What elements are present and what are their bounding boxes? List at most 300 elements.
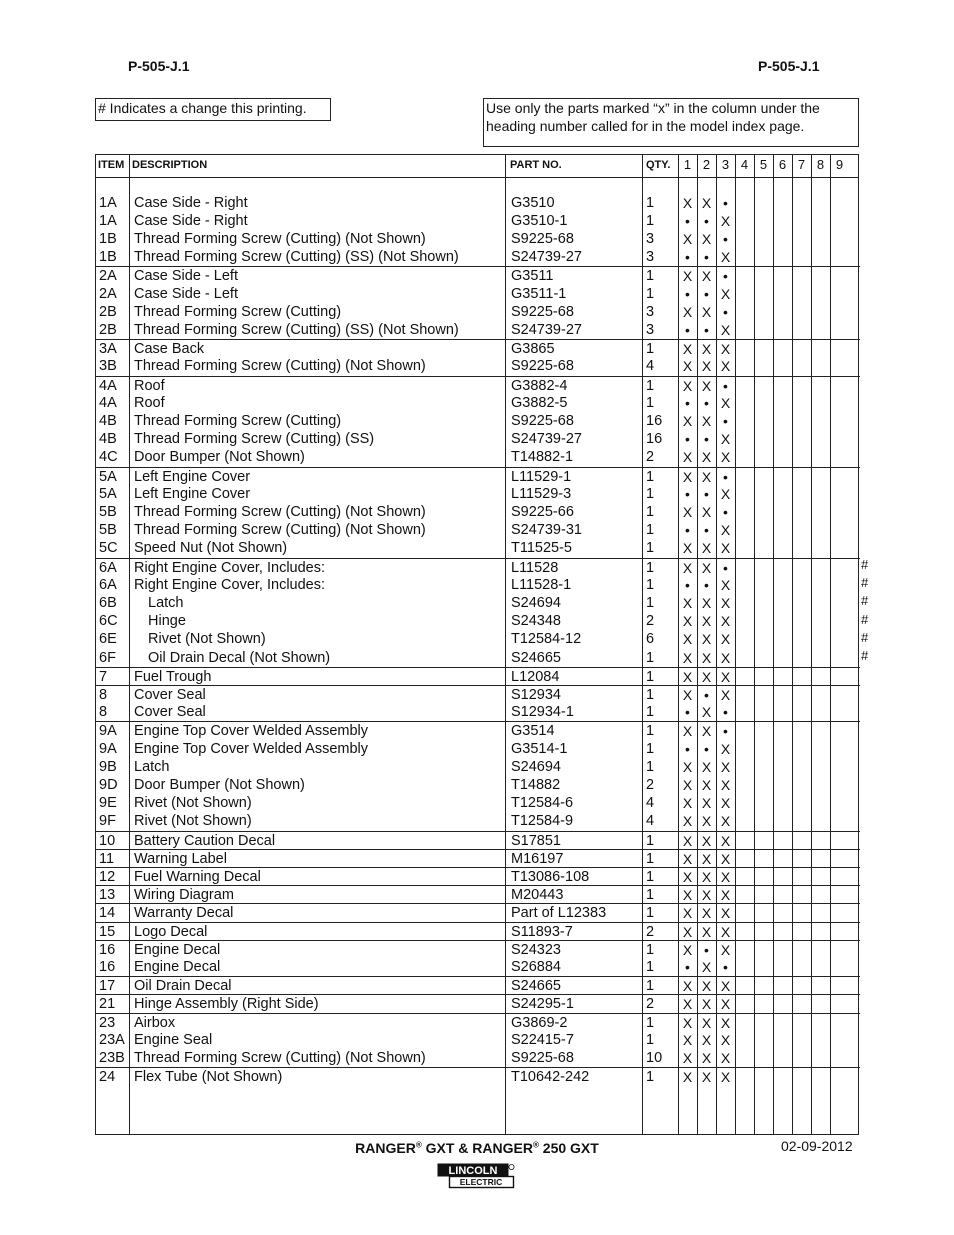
description-cell: Thread Forming Screw (Cutting) (Not Shown) <box>134 230 426 247</box>
model-1-mark: • <box>685 740 690 757</box>
model-2-mark: • <box>704 740 709 757</box>
col-header-model-2: 2 <box>702 157 711 172</box>
description-cell: Airbox <box>134 1014 176 1031</box>
model-2-mark: X <box>701 868 712 885</box>
description-cell: Warranty Decal <box>134 905 234 922</box>
model-2-mark: X <box>701 230 712 247</box>
model-3-mark: • <box>723 559 728 576</box>
part-number-cell: S9225-68 <box>511 358 574 375</box>
quantity-cell: 2 <box>646 923 655 940</box>
quantity-cell: 1 <box>646 905 655 922</box>
model-1-mark: • <box>685 431 690 448</box>
part-number-cell: G3882-5 <box>511 394 568 411</box>
part-number-cell: T12584-6 <box>511 795 574 812</box>
description-cell: Door Bumper (Not Shown) <box>134 776 305 793</box>
item-cell: 2B <box>99 303 117 320</box>
col-header-model-8: 8 <box>816 157 825 172</box>
quantity-cell: 1 <box>646 522 655 539</box>
part-number-cell: S24739-27 <box>511 321 582 338</box>
col-header-qty: QTY. <box>646 159 671 171</box>
item-cell: 4A <box>99 394 117 411</box>
model-2-mark: X <box>701 412 712 429</box>
table-row <box>96 867 860 886</box>
table-row <box>96 922 860 941</box>
description-cell: Fuel Trough <box>134 668 212 685</box>
item-cell: 14 <box>99 905 116 922</box>
model-3-mark: X <box>720 923 731 940</box>
table-row <box>96 1049 860 1067</box>
item-cell: 5A <box>99 468 117 485</box>
table-row <box>96 685 860 704</box>
description-cell: Thread Forming Screw (Cutting) (Not Shown) <box>134 522 426 539</box>
item-cell: 7 <box>99 668 108 685</box>
model-3-mark: X <box>720 613 731 630</box>
model-1-mark: • <box>685 285 690 302</box>
col-header-model-6: 6 <box>778 157 787 172</box>
model-3-mark: X <box>720 540 731 557</box>
model-2-mark: X <box>701 613 712 630</box>
description-cell: Right Engine Cover, Includes: <box>134 576 326 593</box>
part-number-cell: M20443 <box>511 887 564 904</box>
part-number-cell: L11528 <box>511 559 559 576</box>
quantity-cell: 4 <box>646 358 655 375</box>
model-3-mark: X <box>720 758 731 775</box>
model-2-mark: X <box>701 1014 712 1031</box>
model-2-mark: X <box>701 268 712 285</box>
quantity-cell: 1 <box>646 686 655 703</box>
model-3-mark: • <box>723 303 728 320</box>
col-header-model-3: 3 <box>721 157 730 172</box>
model-1-mark: X <box>682 758 693 775</box>
description-cell: Thread Forming Screw (Cutting) <box>134 303 342 320</box>
table-row <box>96 503 860 521</box>
col-header-description: DESCRIPTION <box>132 159 208 171</box>
model-2-mark: • <box>704 522 709 539</box>
table-row <box>96 448 860 466</box>
change-mark: # <box>861 629 869 645</box>
item-cell: 8 <box>99 704 108 721</box>
model-2-mark: X <box>701 795 712 812</box>
model-3-mark: • <box>723 958 728 975</box>
model-2-mark: X <box>701 1049 712 1066</box>
model-1-mark: X <box>682 268 693 285</box>
table-row <box>96 339 860 358</box>
model-3-mark: X <box>720 740 731 757</box>
item-cell: 5B <box>99 503 117 520</box>
model-1-mark: X <box>682 1014 693 1031</box>
part-number-cell: T11525-5 <box>511 540 572 557</box>
change-mark: # <box>861 648 869 664</box>
description-cell: Thread Forming Screw (Cutting) (Not Shown) <box>134 358 426 375</box>
part-number-cell: S24739-27 <box>511 431 582 448</box>
model-2-mark: X <box>701 540 712 557</box>
model-3-mark: X <box>720 1049 731 1066</box>
description-cell: Engine Top Cover Welded Assembly <box>134 740 369 757</box>
model-2-mark: X <box>701 377 712 394</box>
table-row <box>96 776 860 794</box>
table-row <box>96 1031 860 1049</box>
logo-bottom-text: ELECTRIC <box>459 1177 503 1187</box>
model-3-mark: X <box>720 996 731 1013</box>
model-1-mark: • <box>685 958 690 975</box>
model-1-mark: • <box>685 394 690 411</box>
description-cell: Oil Drain Decal <box>134 978 232 995</box>
quantity-cell: 1 <box>646 576 655 593</box>
model-3-mark: X <box>720 832 731 849</box>
table-row <box>96 539 860 557</box>
model-3-mark: X <box>720 594 731 611</box>
quantity-cell: 1 <box>646 540 655 557</box>
part-number-cell: M16197 <box>511 850 564 867</box>
item-cell: 3A <box>99 341 117 358</box>
table-row <box>96 194 860 212</box>
quantity-cell: 2 <box>646 449 655 466</box>
part-number-cell: S11893-7 <box>511 923 573 940</box>
model-2-mark: • <box>704 212 709 229</box>
model-1-mark: X <box>682 723 693 740</box>
quantity-cell: 1 <box>646 958 655 975</box>
part-number-cell: S17851 <box>511 832 561 849</box>
col-header-model-7: 7 <box>797 157 806 172</box>
model-3-mark: • <box>723 377 728 394</box>
part-number-cell: S24323 <box>511 941 561 958</box>
change-mark: # <box>861 575 869 591</box>
model-3-mark: X <box>720 431 731 448</box>
part-number-cell: L11529-3 <box>511 485 572 502</box>
table-row <box>96 266 860 285</box>
model-1-mark: X <box>682 194 693 211</box>
table-row <box>96 758 860 776</box>
table-row <box>96 885 860 904</box>
description-cell: Rivet (Not Shown) <box>134 795 252 812</box>
item-cell: 8 <box>99 686 108 703</box>
part-number-cell: S24295-1 <box>511 996 574 1013</box>
model-1-mark: X <box>682 613 693 630</box>
part-number-cell: G3865 <box>511 341 555 358</box>
description-cell: Hinge <box>148 613 186 630</box>
item-cell: 21 <box>99 996 116 1013</box>
part-number-cell: S9225-68 <box>511 412 574 429</box>
item-cell: 2A <box>99 285 117 302</box>
description-cell: Oil Drain Decal (Not Shown) <box>148 649 331 666</box>
quantity-cell: 16 <box>646 431 663 448</box>
item-cell: 9F <box>99 813 116 830</box>
footer-model-a: RANGER <box>355 1140 416 1156</box>
model-2-mark: • <box>704 249 709 266</box>
item-cell: 11 <box>99 850 115 867</box>
model-1-mark: X <box>682 594 693 611</box>
model-1-mark: X <box>682 813 693 830</box>
model-3-mark: • <box>723 704 728 721</box>
part-number-cell: G3511-1 <box>511 285 567 302</box>
model-2-mark: X <box>701 449 712 466</box>
change-mark: # <box>861 611 869 627</box>
model-2-mark: X <box>701 631 712 648</box>
item-cell: 9B <box>99 758 117 775</box>
model-2-mark: X <box>701 723 712 740</box>
description-cell: Latch <box>134 758 170 775</box>
model-2-mark: X <box>701 813 712 830</box>
item-cell: 2B <box>99 321 117 338</box>
col-header-model-1: 1 <box>683 157 692 172</box>
logo-top-text: LINCOLN <box>448 1165 498 1177</box>
part-number-cell: Part of L12383 <box>511 905 607 922</box>
part-number-cell: S24694 <box>511 594 561 611</box>
quantity-cell: 1 <box>646 868 655 885</box>
table-row <box>96 303 860 321</box>
quantity-cell: 3 <box>646 321 655 338</box>
model-2-mark: X <box>701 358 712 375</box>
model-2-mark: X <box>701 1031 712 1048</box>
model-2-mark: X <box>701 1069 712 1086</box>
quantity-cell: 1 <box>646 758 655 775</box>
model-2-mark: X <box>701 594 712 611</box>
model-1-mark: X <box>682 887 693 904</box>
table-row <box>96 485 860 503</box>
description-cell: Rivet (Not Shown) <box>148 631 266 648</box>
description-cell: Cover Seal <box>134 686 206 703</box>
part-number-cell: G3510 <box>511 194 555 211</box>
item-cell: 16 <box>99 941 116 958</box>
item-cell: 1B <box>99 249 117 266</box>
item-cell: 6A <box>99 559 117 576</box>
description-cell: Battery Caution Decal <box>134 832 276 849</box>
description-cell: Roof <box>134 377 165 394</box>
item-cell: 6B <box>99 594 117 611</box>
table-row <box>96 430 860 448</box>
quantity-cell: 10 <box>646 1049 663 1066</box>
model-3-mark: X <box>720 795 731 812</box>
registered-mark: ® <box>532 1140 539 1150</box>
item-cell: 23B <box>99 1049 125 1066</box>
description-cell: Thread Forming Screw (Cutting) (SS) (Not Shown) <box>134 249 459 266</box>
model-2-mark: X <box>701 850 712 867</box>
model-3-mark: • <box>723 468 728 485</box>
model-3-mark: X <box>720 850 731 867</box>
parts-table <box>95 154 859 1135</box>
item-cell: 16 <box>99 958 116 975</box>
quantity-cell: 1 <box>646 341 655 358</box>
quantity-cell: 1 <box>646 503 655 520</box>
description-cell: Thread Forming Screw (Cutting) (Not Shown) <box>134 503 426 520</box>
part-number-cell: S9225-68 <box>511 230 574 247</box>
table-row <box>96 903 860 922</box>
item-cell: 10 <box>99 832 116 849</box>
table-row <box>96 1067 860 1086</box>
col-header-part: PART NO. <box>510 159 562 171</box>
model-3-mark: • <box>723 723 728 740</box>
model-3-mark: X <box>720 776 731 793</box>
model-1-mark: X <box>682 412 693 429</box>
model-2-mark: • <box>704 485 709 502</box>
description-cell: Wiring Diagram <box>134 887 234 904</box>
quantity-cell: 1 <box>646 832 655 849</box>
model-3-mark: X <box>720 394 731 411</box>
model-3-mark: X <box>720 449 731 466</box>
description-cell: Engine Seal <box>134 1031 213 1048</box>
model-2-mark: X <box>701 905 712 922</box>
model-2-mark: X <box>701 996 712 1013</box>
quantity-cell: 1 <box>646 740 655 757</box>
part-number-cell: L11528-1 <box>511 576 572 593</box>
model-1-mark: X <box>682 850 693 867</box>
part-number-cell: T12584-9 <box>511 813 574 830</box>
quantity-cell: 3 <box>646 249 655 266</box>
table-row <box>96 958 860 976</box>
model-3-mark: X <box>720 686 731 703</box>
description-cell: Thread Forming Screw (Cutting) (Not Shown) <box>134 1049 426 1066</box>
table-row <box>96 630 860 648</box>
model-3-mark: X <box>720 1014 731 1031</box>
change-mark: # <box>861 593 869 609</box>
model-1-mark: X <box>682 776 693 793</box>
table-row <box>96 394 860 412</box>
model-2-mark: • <box>704 394 709 411</box>
model-1-mark: X <box>682 631 693 648</box>
model-3-mark: X <box>720 576 731 593</box>
table-row <box>96 849 860 868</box>
col-header-model-9: 9 <box>835 157 844 172</box>
part-number-cell: G3514 <box>511 723 555 740</box>
quantity-cell: 1 <box>646 850 655 867</box>
part-number-cell: G3882-4 <box>511 377 568 394</box>
model-1-mark: X <box>682 468 693 485</box>
model-3-mark: X <box>720 887 731 904</box>
table-row <box>96 357 860 375</box>
model-3-mark: X <box>720 522 731 539</box>
model-3-mark: • <box>723 412 728 429</box>
model-2-mark: • <box>704 431 709 448</box>
table-row <box>96 994 860 1013</box>
quantity-cell: 16 <box>646 412 663 429</box>
model-2-mark: X <box>701 958 712 975</box>
model-2-mark: X <box>701 832 712 849</box>
description-cell: Latch <box>148 594 184 611</box>
item-cell: 1A <box>99 194 117 211</box>
item-cell: 23A <box>99 1031 125 1048</box>
table-row <box>96 467 860 486</box>
part-number-cell: S24739-31 <box>511 522 582 539</box>
description-cell: Thread Forming Screw (Cutting) (SS) <box>134 431 375 448</box>
part-number-cell: S24665 <box>511 649 561 666</box>
item-cell: 4B <box>99 431 117 448</box>
part-number-cell: T12584-12 <box>511 631 582 648</box>
item-cell: 1A <box>99 212 117 229</box>
quantity-cell: 2 <box>646 613 655 630</box>
table-row <box>96 667 860 686</box>
logo-registered-icon <box>509 1164 514 1169</box>
part-number-cell: S24694 <box>511 758 561 775</box>
table-row <box>96 831 860 850</box>
model-3-mark: X <box>720 249 731 266</box>
quantity-cell: 1 <box>646 978 655 995</box>
table-row <box>96 1013 860 1032</box>
model-3-mark: X <box>720 321 731 338</box>
table-row <box>96 812 860 830</box>
description-cell: Thread Forming Screw (Cutting) <box>134 412 342 429</box>
model-2-mark: X <box>701 758 712 775</box>
model-3-mark: X <box>720 1069 731 1086</box>
description-cell: Logo Decal <box>134 923 208 940</box>
model-2-mark: X <box>701 303 712 320</box>
table-row <box>96 321 860 339</box>
quantity-cell: 1 <box>646 941 655 958</box>
model-1-mark: X <box>682 503 693 520</box>
item-cell: 9A <box>99 740 117 757</box>
description-cell: Left Engine Cover <box>134 468 251 485</box>
part-number-cell: G3511 <box>511 268 554 285</box>
table-row <box>96 740 860 758</box>
item-cell: 5C <box>99 540 118 557</box>
footer-date: 02-09-2012 <box>781 1138 853 1154</box>
item-cell: 4C <box>99 449 118 466</box>
table-row <box>96 721 860 740</box>
item-cell: 13 <box>99 887 116 904</box>
description-cell: Cover Seal <box>134 704 206 721</box>
description-cell: Roof <box>134 394 165 411</box>
description-cell: Right Engine Cover, Includes: <box>134 559 326 576</box>
table-row <box>96 703 860 721</box>
part-number-cell: G3510-1 <box>511 212 568 229</box>
model-3-mark: X <box>720 905 731 922</box>
model-1-mark: X <box>682 358 693 375</box>
quantity-cell: 1 <box>646 377 655 394</box>
page-code-left: P-505-J.1 <box>128 58 190 74</box>
part-number-cell: L11529-1 <box>511 468 572 485</box>
model-2-mark: X <box>701 704 712 721</box>
item-cell: 6F <box>99 649 116 666</box>
quantity-cell: 1 <box>646 649 655 666</box>
description-cell: Door Bumper (Not Shown) <box>134 449 305 466</box>
description-cell: Flex Tube (Not Shown) <box>134 1069 283 1086</box>
quantity-cell: 1 <box>646 394 655 411</box>
item-cell: 6A <box>99 576 117 593</box>
part-number-cell: S22415-7 <box>511 1031 574 1048</box>
change-note: # Indicates a change this printing. <box>95 98 331 121</box>
part-number-cell: T13086-108 <box>511 868 590 885</box>
item-cell: 6E <box>99 631 117 648</box>
model-3-mark: X <box>720 813 731 830</box>
model-2-mark: X <box>701 341 712 358</box>
description-cell: Rivet (Not Shown) <box>134 813 252 830</box>
quantity-cell: 1 <box>646 594 655 611</box>
model-1-mark: • <box>685 704 690 721</box>
model-1-mark: X <box>682 941 693 958</box>
model-2-mark: • <box>704 321 709 338</box>
footer-model-end: 250 GXT <box>538 1140 599 1156</box>
model-3-mark: X <box>720 485 731 502</box>
model-1-mark: X <box>682 795 693 812</box>
model-3-mark: X <box>720 868 731 885</box>
table-row <box>96 794 860 812</box>
description-cell: Left Engine Cover <box>134 485 251 502</box>
quantity-cell: 4 <box>646 795 655 812</box>
part-number-cell: T14882 <box>511 776 561 793</box>
description-cell: Case Side - Right <box>134 194 248 211</box>
model-1-mark: X <box>682 230 693 247</box>
model-2-mark: X <box>701 668 712 685</box>
model-2-mark: X <box>701 468 712 485</box>
quantity-cell: 1 <box>646 668 655 685</box>
table-row <box>96 594 860 612</box>
change-mark: # <box>861 557 869 572</box>
table-row <box>96 285 860 303</box>
item-cell: 4B <box>99 412 117 429</box>
item-cell: 1B <box>99 230 117 247</box>
model-3-mark: X <box>720 941 731 958</box>
part-number-cell: S9225-66 <box>511 503 574 520</box>
item-cell: 17 <box>99 978 116 995</box>
